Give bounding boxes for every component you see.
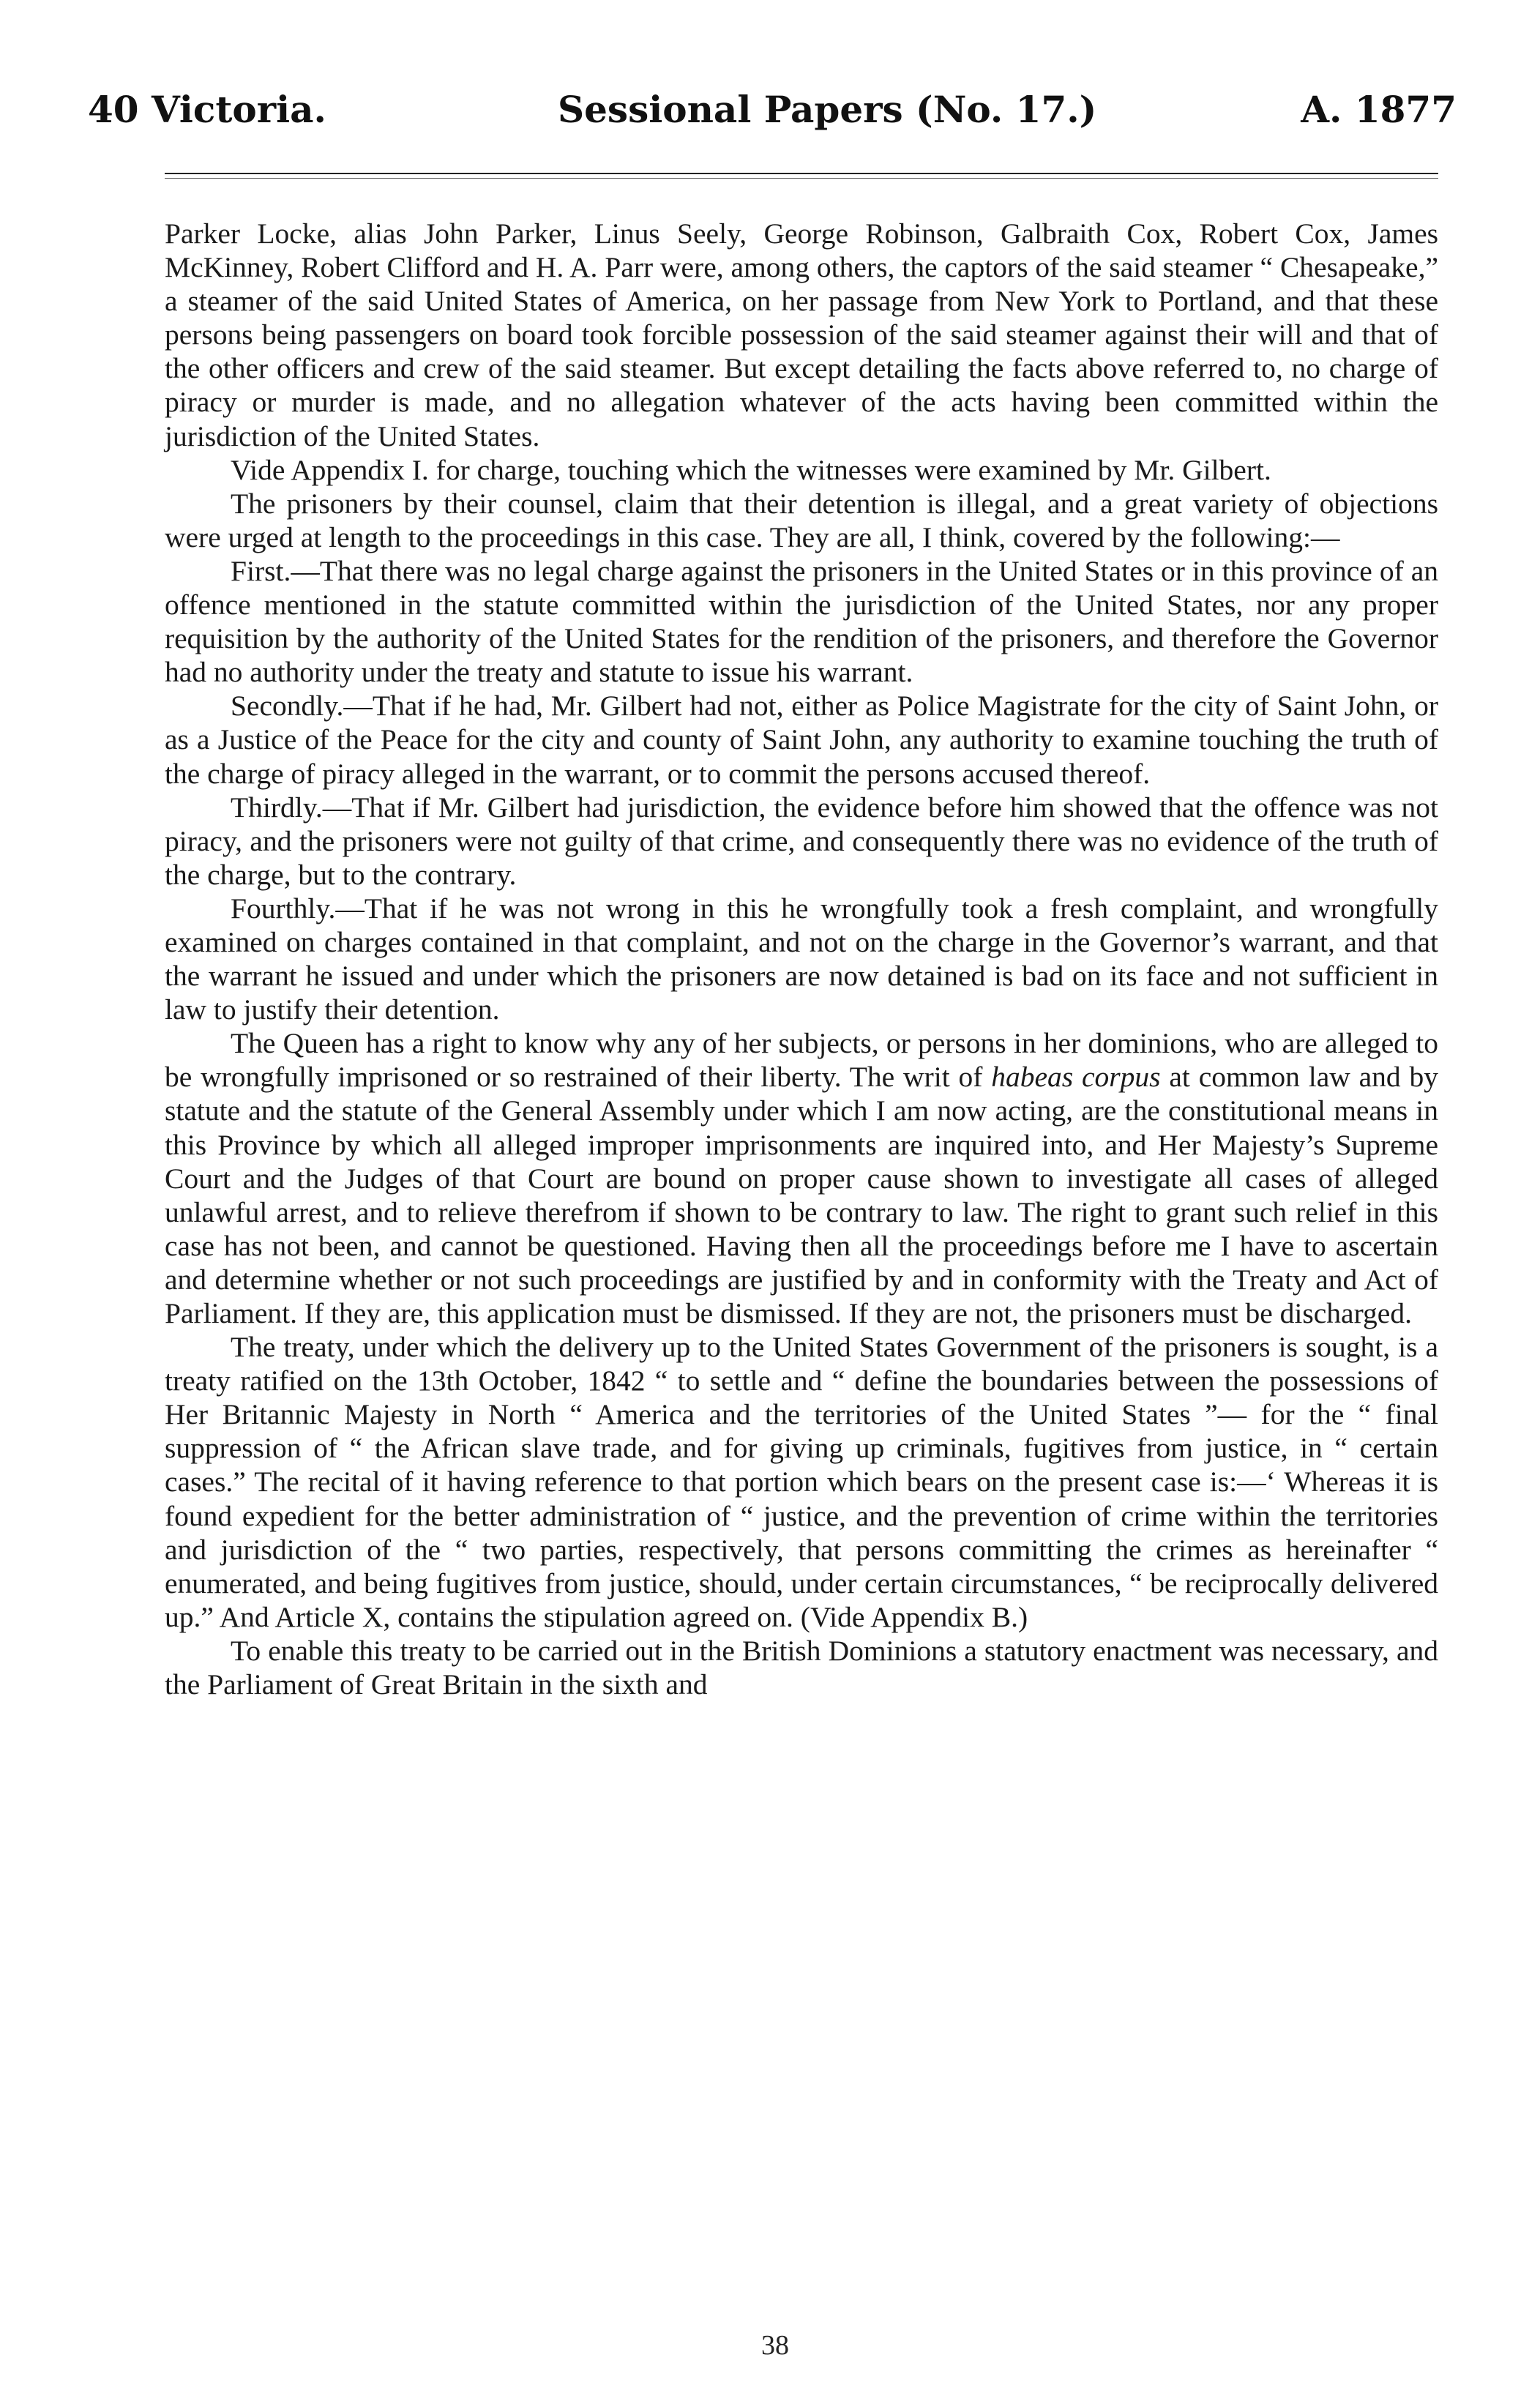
header-volume: 40 Victoria. xyxy=(88,88,326,131)
header-rule xyxy=(165,173,1438,174)
paragraph: First.—That there was no legal charge against the prisoners in the United States or in this province of an offence mentioned in the statute committed within the jurisdiction of the United States, nor any proper requisition by the authority of the United States for the rendition of the prisoners, and therefore the Governor had no authority under the treaty and statute to issue his warrant. xyxy=(165,554,1438,689)
body-text xyxy=(165,217,1438,1701)
header-rule-thin xyxy=(165,178,1438,179)
paragraph: Secondly.—That if he had, Mr. Gilbert had not, either as Police Magistrate for the city of Saint John, or as a Justice of the Peace for the city and county of Saint John, any authority to examine touching the truth of the charge of piracy alleged in the warrant, or to commit the persons accused thereof. xyxy=(165,690,1438,790)
page-number: 38 xyxy=(761,2330,789,2361)
paragraph: The prisoners by their counsel, claim that their detention is illegal, and a great variety of objections were urged at length to the proceedings in this case. They are all, I think, covered by the following:— xyxy=(165,487,1438,553)
paragraph: Parker Locke, alias John Parker, Linus Seely, George Robinson, Galbraith Cox, Robert Cox, James McKinney, Robert Clifford and H. A. Parr were, among others, the captors of the said steamer “ Chesapeake,” a steamer of the said United States of America, on her passage from New York to Portland, and that these persons being passengers on board took forcible possession of the said steamer against their will and that of the other officers and crew of the said steamer. But except detailing the facts above referred to, no charge of piracy or murder is made, and no allegation whatever of the acts having been committed within the jurisdiction of the United States. xyxy=(165,217,1438,452)
paragraph-text: The Queen has a right to know why any of her subjects, or persons in her dominions, who are alleged to be wrongfully imprisoned or so restrained of their liberty. The writ of xyxy=(165,1027,1438,1094)
paragraph xyxy=(165,1026,1438,1330)
paragraph: Fourthly.—That if he was not wrong in this he wrongfully took a fresh complaint, and wrongfully examined on charges contained in that complaint, and not on the charge in the Governor’s warrant, and that the warrant he issued and under which the prisoners are now detained is bad on its face and not sufficient in law to justify their detention. xyxy=(165,892,1438,1026)
paragraph: The treaty, under which the delivery up to the United States Government of the prisoners is sought, is a treaty ratified on the 13th October, 1842 “ to settle and “ define the boundaries between the possessions of Her Britannic Majesty in North “ America and the territories of the United States ”— for the “ final suppression of “ the African slave trade, and for giving up criminals, fugitives from justice, in “ certain cases.” The recital of it having reference to that portion which bears on the present case is:—‘ Whereas it is found expedient for the better administration of “ justice, and the prevention of crime within the territories and jurisdiction of the “ two parties, respectively, that persons committing the crimes as hereinafter “ enumerated, and being fugitives from justice, should, under certain circumstances, “ be reciprocally delivered up.” And Article X, contains the stipulation agreed on. (Vide Appendix B.) xyxy=(165,1331,1438,1633)
paragraph-text: at common law and by statute and the statute of the General Assembly under which I am now acting, are the constitutional means in this Province by which all alleged improper imprisonments are inquired into, and Her Majesty’s Supreme Court and the Judges of that Court are bound on proper cause shown to investigate all cases of alleged unlawful arrest, and to relieve therefrom if shown to be contrary to law. The right to grant such relief in this case has not been, and cannot be questioned. Having then all the proceedings before me I have to ascertain and determine whether or not such proceedings are justified by and in conformity with the Treaty and Act of Parliament. If they are, this application must be dismissed. If they are not, the prisoners must be discharged. xyxy=(165,1061,1438,1329)
header-year: A. 1877 xyxy=(1301,88,1457,131)
paragraph: Vide Appendix I. for charge, touching which the witnesses were examined by Mr. Gilbert. xyxy=(231,453,1271,486)
page-header xyxy=(88,88,1457,146)
header-title: Sessional Papers (No. 17.) xyxy=(558,88,1097,131)
italic-term: habeas corpus xyxy=(991,1061,1161,1094)
paragraph: Thirdly.—That if Mr. Gilbert had jurisdiction, the evidence before him showed that the offence was not piracy, and the prisoners were not guilty of that crime, and consequently there was no evidence of the truth of the charge, but to the contrary. xyxy=(165,791,1438,891)
paragraph: To enable this treaty to be carried out in the British Dominions a statutory enactment was necessary, and the Parliament of Great Britain in the sixth and xyxy=(165,1634,1438,1701)
